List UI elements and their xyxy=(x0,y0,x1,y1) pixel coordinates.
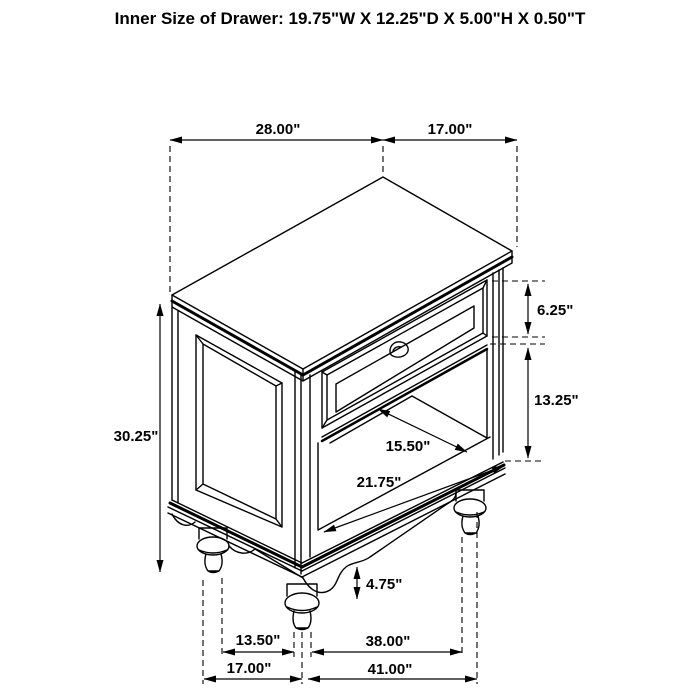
drawer-front xyxy=(322,280,487,428)
label-shelf-width: 21.75" xyxy=(356,474,402,491)
label-leg-span-width: 38.00" xyxy=(365,633,411,650)
label-shelf-depth: 15.50" xyxy=(385,438,431,455)
left-side-panel xyxy=(172,307,282,527)
top-edge-bevel-stripe xyxy=(172,257,512,375)
label-drawer-front-height: 6.25" xyxy=(537,302,574,319)
extension-lines xyxy=(170,146,545,684)
front-leg-foot xyxy=(293,611,311,630)
left-leg-foot xyxy=(205,554,222,573)
base-molding-front-stripe xyxy=(302,465,504,567)
nightstand-drawing xyxy=(168,177,512,630)
label-leg-height: 4.75" xyxy=(366,576,403,593)
label-base-depth: 17.00" xyxy=(226,660,272,677)
label-base-width: 41.00" xyxy=(367,661,413,678)
top-surface-outline xyxy=(172,177,512,369)
label-leg-inset-depth: 13.50" xyxy=(235,632,281,649)
front-corner-stile xyxy=(295,371,310,574)
left-panel-inner-bevel xyxy=(203,344,276,519)
drawer-handle xyxy=(390,342,408,357)
left-rear-edge xyxy=(172,307,178,503)
label-top-depth: 17.00" xyxy=(427,121,473,138)
drawer-bottom-rail-stripe xyxy=(322,349,487,441)
label-open-shelf-height: 13.25" xyxy=(534,392,579,409)
left-panel-outer-frame xyxy=(196,335,282,527)
drawer-inner-size-title: Inner Size of Drawer: 19.75"W X 12.25"D X 5.00"H X 0.50"T xyxy=(114,9,586,28)
left-panel-corner-ticks xyxy=(196,335,282,527)
dimension-lines xyxy=(160,140,528,679)
label-top-width: 28.00" xyxy=(255,121,301,138)
front-leg-bulb-ring xyxy=(287,607,317,611)
right-corner-stile xyxy=(493,268,503,459)
scalloped-apron xyxy=(172,494,456,593)
label-overall-height: 30.25" xyxy=(113,428,159,445)
dimension-labels xyxy=(114,121,579,678)
